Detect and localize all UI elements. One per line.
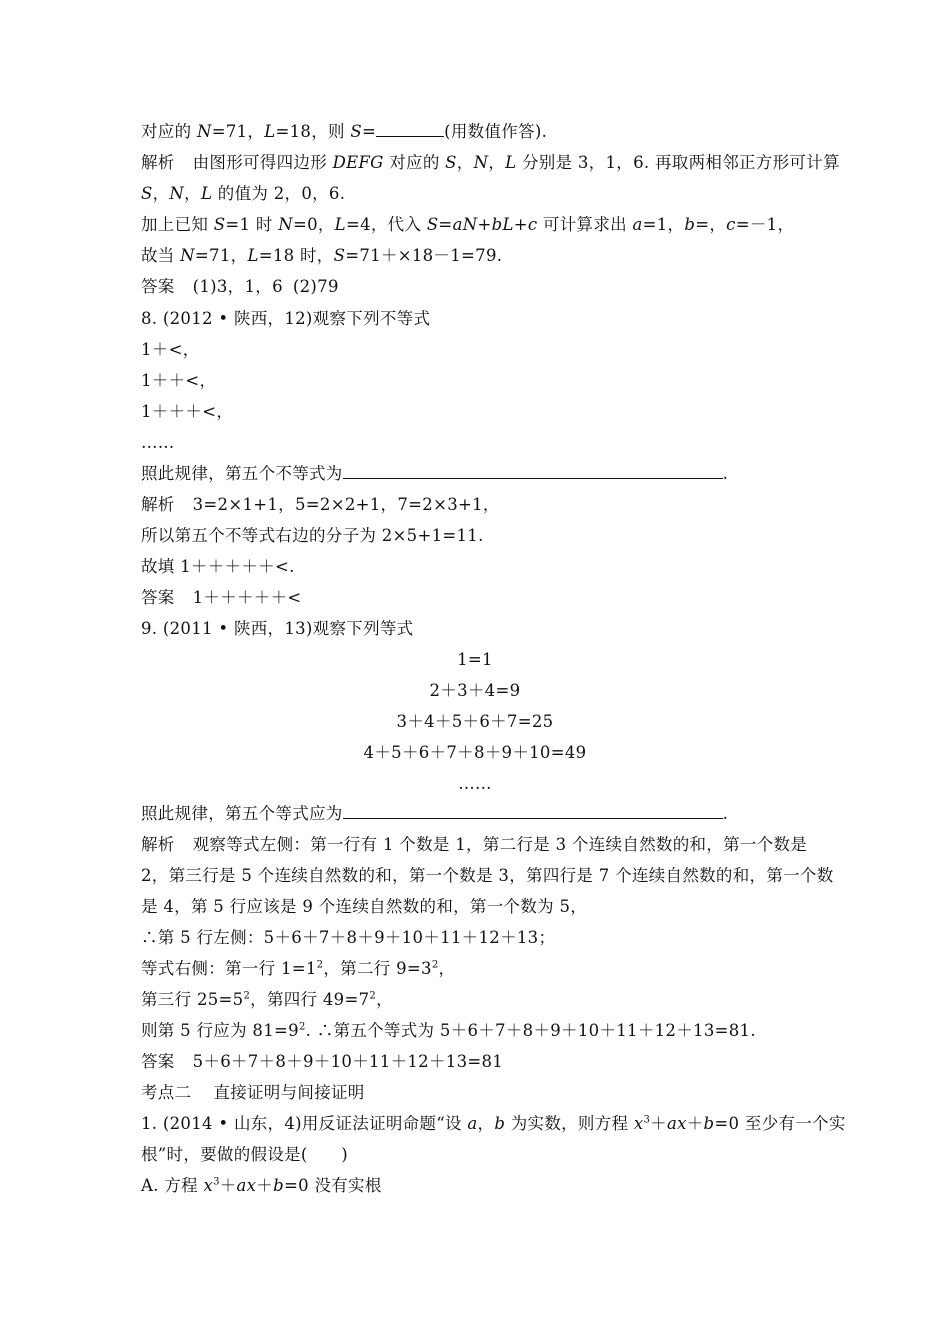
- solution-line: 故填 1＋＋＋＋＋<.: [141, 557, 295, 576]
- solution-line: 2，第三行是 5 个连续自然数的和，第一个数是 3，第四行是 7 个连续自然数的和，第一个数: [141, 866, 834, 885]
- solution-line: 是 4，第 5 行应该是 9 个连续自然数的和，第一个数为 5，: [141, 897, 588, 916]
- equation-line: 2＋3＋4=9: [429, 681, 521, 700]
- solution-line: 第三行 $25=5^2$，第四行 $49=7^2$，: [141, 990, 393, 1009]
- inequality-line: 1＋＋＋<，: [141, 402, 234, 421]
- solution-label: 解析: [141, 835, 175, 854]
- question-1-stem: 根”时，要做的假设是( ): [141, 1145, 349, 1164]
- solution-line: 解析 由图形可得四边形 DEFG 对应的 S，N，L 分别是 3，1，6. 再取两相邻正方形可计算: [141, 153, 840, 172]
- question-7-tail: 对应的 N=71，L=18，则 S= (用数值作答).: [141, 122, 548, 141]
- equation-line: 4＋5＋6＋7＋8＋9＋10=49: [363, 743, 587, 762]
- solution-label: 解析: [141, 495, 175, 514]
- answer-line: 答案 1＋＋＋＋＋<: [141, 588, 302, 607]
- answer-blank[interactable]: [343, 464, 723, 479]
- solution-line: 加上已知 S=1 时 N=0，L=4，代入 S=aN+bL+c 可计算求出 a=1，b=，c=－1，: [141, 215, 795, 234]
- question-1-stem: 1. (2014 • 山东，4)用反证法证明命题“设 a，b 为实数，则方程 $x^3+ax+b=0$ 至少有一个实: [141, 1114, 846, 1133]
- answer-label: 答案: [141, 1052, 175, 1071]
- answer-blank[interactable]: [376, 122, 444, 137]
- solution-line: 解析 观察等式左侧：第一行有 1 个数是 1，第二行是 3 个连续自然数的和，第一个数是: [141, 835, 808, 854]
- answer-line: 答案 (1)3，1，6 (2)79: [141, 277, 339, 296]
- ellipsis: ……: [141, 433, 175, 452]
- solution-line: 所以第五个不等式右边的分子为 2×5+1=11.: [141, 526, 484, 545]
- inequality-line: 1＋<，: [141, 340, 200, 359]
- solution-line: S，N，L 的值为 2，0，6.: [141, 184, 346, 203]
- answer-label: 答案: [141, 277, 175, 296]
- solution-label: 解析: [141, 153, 175, 172]
- question-8-title: 8. (2012 • 陕西，12)观察下列不等式: [141, 309, 431, 328]
- equation-line: 1=1: [457, 650, 493, 669]
- question-9-prompt: 照此规律，第五个等式应为 .: [141, 804, 729, 823]
- question-8-prompt: 照此规律，第五个不等式为 .: [141, 464, 729, 483]
- answer-line: 答案 5＋6＋7＋8＋9＋10＋11＋12＋13=81: [141, 1052, 504, 1071]
- ellipsis: ……: [458, 774, 492, 793]
- solution-line: ∴第 5 行左侧：5＋6＋7＋8＋9＋10＋11＋12＋13；: [141, 928, 556, 947]
- section-heading: 考点二 直接证明与间接证明: [141, 1083, 365, 1102]
- question-9-title: 9. (2011 • 陕西，13)观察下列等式: [141, 619, 414, 638]
- answer-label: 答案: [141, 588, 175, 607]
- answer-blank[interactable]: [343, 804, 723, 819]
- option-a[interactable]: A. 方程 $x^3+ax+b=0$ 没有实根: [141, 1176, 382, 1195]
- solution-line: 则第 5 行应为 $81=9^2$. ∴第五个等式为 5＋6＋7＋8＋9＋10＋11＋12＋13=81.: [141, 1021, 756, 1040]
- inequality-line: 1＋＋<，: [141, 371, 217, 390]
- solution-line: 解析 3=2×1+1，5=2×2+1，7=2×3+1，: [141, 495, 500, 514]
- equation-line: 3＋4＋5＋6＋7=25: [396, 712, 554, 731]
- solution-line: 故当 N=71，L=18 时，S=71＋×18－1=79.: [141, 246, 503, 265]
- solution-line: 等式右侧：第一行 $1=1^2$，第二行 $9=3^2$，: [141, 959, 456, 978]
